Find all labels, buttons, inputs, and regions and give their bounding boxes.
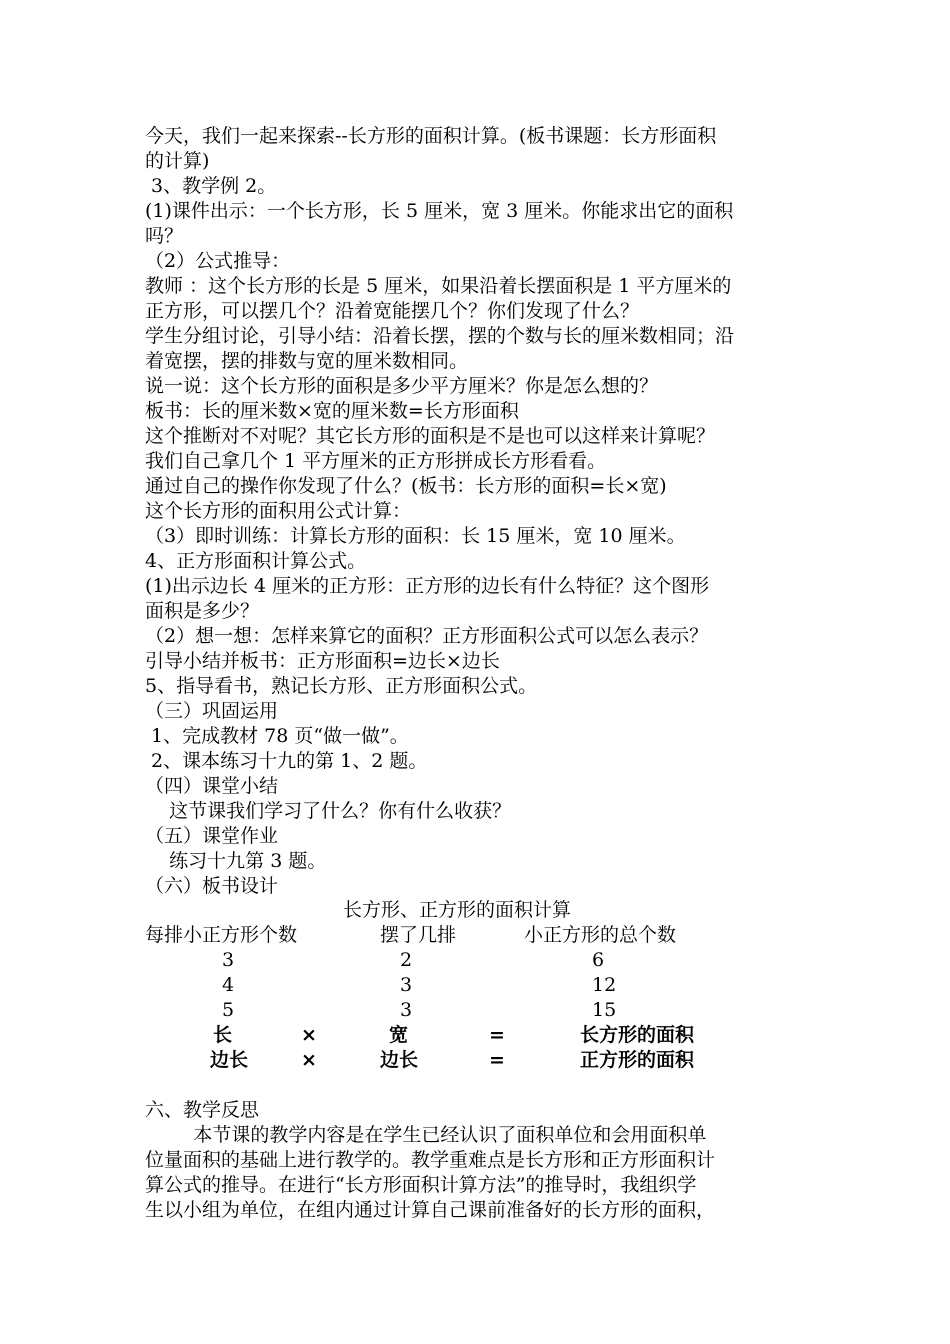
- text-line: (1)课件出示：一个长方形，长 5 厘米，宽 3 厘米。你能求出它的面积: [145, 200, 734, 222]
- text-line: （3）即时训练：计算长方形的面积：长 15 厘米，宽 10 厘米。: [145, 525, 686, 547]
- text-line: 吗？: [145, 225, 184, 247]
- board-cell: 5: [222, 999, 235, 1021]
- text-line: 面积是多少？: [145, 600, 260, 622]
- text-line: 3、教学例 2。: [145, 175, 277, 197]
- board-cell: 3: [400, 974, 413, 996]
- text-line: （2）公式推导：: [145, 250, 291, 272]
- text-line: 生以小组为单位，在组内通过计算自己课前准备好的长方形的面积，: [145, 1199, 716, 1221]
- formula-term: 长: [213, 1024, 233, 1046]
- section-heading: （四）课堂小结: [145, 775, 279, 797]
- board-header: 摆了几排: [380, 924, 457, 946]
- text-line: 这个推断对不对呢？其它长方形的面积是不是也可以这样来计算呢？: [145, 425, 716, 447]
- text-line: 练习十九第 3 题。: [145, 850, 327, 872]
- formula-term: 宽: [389, 1024, 409, 1046]
- text-line: 这个长方形的面积用公式计算：: [145, 500, 412, 522]
- section-heading: （五）课堂作业: [145, 825, 279, 847]
- text-line: 的计算): [145, 150, 210, 172]
- section-heading: （三）巩固运用: [145, 700, 279, 722]
- board-cell: 4: [222, 974, 235, 996]
- section-heading: （六）板书设计: [145, 875, 279, 897]
- text-line: 教师 ：这个长方形的长是 5 厘米，如果沿着长摆面积是 1 平方厘米的: [145, 275, 732, 297]
- text-line: 这节课我们学习了什么？你有什么收获？: [145, 800, 512, 822]
- text-line: 位量面积的基础上进行教学的。教学重难点是长方形和正方形面积计: [145, 1149, 716, 1171]
- board-title: 长方形、正方形的面积计算: [343, 899, 572, 921]
- formula-operator: ×: [301, 1024, 317, 1046]
- formula-operator: ×: [301, 1049, 317, 1071]
- board-cell: 6: [592, 949, 605, 971]
- text-line: 着宽摆，摆的排数与宽的厘米数相同。: [145, 350, 469, 372]
- text-line: 说一说：这个长方形的面积是多少平方厘米？你是怎么想的？: [145, 375, 659, 397]
- text-line: (1)出示边长 4 厘米的正方形：正方形的边长有什么特征？这个图形: [145, 575, 710, 597]
- text-line: 正方形，可以摆几个？沿着宽能摆几个？你们发现了什么？: [145, 300, 640, 322]
- text-line: 板书：长的厘米数×宽的厘米数=长方形面积: [145, 400, 519, 422]
- formula-result: 长方形的面积: [580, 1024, 695, 1046]
- text-line: 4、正方形面积计算公式。: [145, 550, 367, 572]
- section-heading: 六、教学反思: [145, 1099, 260, 1121]
- board-header: 小正方形的总个数: [524, 924, 677, 946]
- text-line: 学生分组讨论，引导小结：沿着长摆，摆的个数与长的厘米数相同；沿: [145, 325, 735, 347]
- text-line: （2）想一想：怎样来算它的面积？正方形面积公式可以怎么表示？: [145, 625, 709, 647]
- text-line: 5、指导看书，熟记长方形、正方形面积公式。: [145, 675, 538, 697]
- text-line: 通过自己的操作你发现了什么？(板书：长方形的面积=长×宽): [145, 475, 667, 497]
- formula-term: 边长: [210, 1049, 249, 1071]
- text-line: 2、课本练习十九的第 1、2 题。: [145, 750, 428, 772]
- board-cell: 3: [222, 949, 235, 971]
- text-line: 我们自己拿几个 1 平方厘米的正方形拼成长方形看看。: [145, 450, 607, 472]
- board-cell: 12: [592, 974, 617, 996]
- formula-term: 边长: [380, 1049, 419, 1071]
- formula-operator: =: [489, 1024, 505, 1046]
- text-line: 引导小结并板书：正方形面积=边长×边长: [145, 650, 500, 672]
- board-cell: 2: [400, 949, 413, 971]
- text-line: 今天，我们一起来探索--长方形的面积计算。(板书课题：长方形面积: [145, 125, 717, 147]
- text-line: 算公式的推导。在进行“长方形面积计算方法”的推导时，我组织学: [145, 1174, 697, 1196]
- board-cell: 3: [400, 999, 413, 1021]
- board-cell: 15: [592, 999, 617, 1021]
- formula-operator: =: [489, 1049, 505, 1071]
- board-header: 每排小正方形个数: [145, 924, 298, 946]
- text-line: 1、完成教材 78 页“做一做”。: [145, 725, 409, 747]
- formula-result: 正方形的面积: [580, 1049, 695, 1071]
- text-line: 本节课的教学内容是在学生已经认识了面积单位和会用面积单: [145, 1124, 707, 1146]
